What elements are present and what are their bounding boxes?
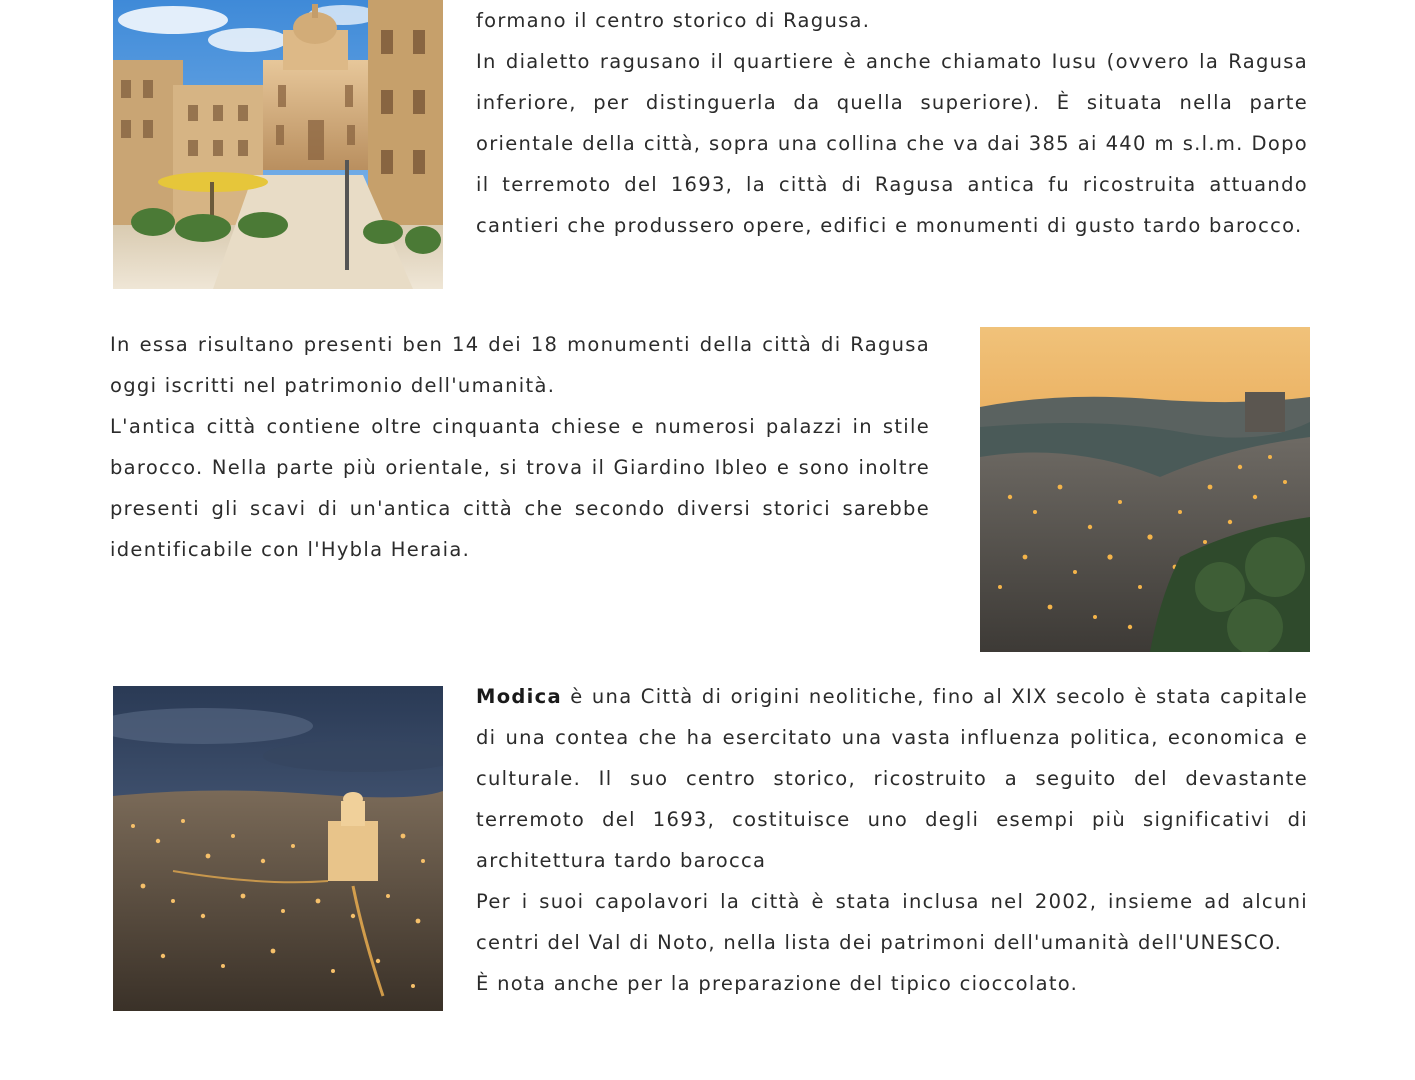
text-paragraph: Per i suoi capolavori la città è stata inclusa nel 2002, insieme ad alcuni centri del Val di Noto, nella lista dei patrimoni dell'umanità dell'UNESCO. xyxy=(476,890,1308,954)
text-paragraph: In dialetto ragusano il quartiere è anche chiamato Iusu (ovvero la Ragusa inferiore, per distinguerla da quella superiore). È situata nella parte orientale della città, sopra una collina che va dai 385 ai 440 m s.l.m. Dopo il terremoto del 1693, la città di Ragusa antica fu ricostruita attuando cantieri che produssero opere, edifici e monumenti di gusto tardo barocco. xyxy=(476,50,1308,237)
photo-ragusa-ibla-dusk xyxy=(980,327,1310,652)
modica-bold-title: Modica xyxy=(476,685,562,708)
ragusa-ibla-paragraph xyxy=(476,0,1308,246)
text-paragraph xyxy=(476,676,1308,881)
text-paragraph: In essa risultano presenti ben 14 dei 18 monumenti della città di Ragusa oggi iscritti nel patrimonio dell'umanità. xyxy=(110,333,930,397)
photo-ragusa-ibla-cathedral xyxy=(113,0,443,289)
photo-modica-evening xyxy=(113,686,443,1011)
text-span: è una Città di origini neolitiche, fino al XIX secolo è stata capitale di una contea che ha esercitato una vasta influenza politica, economica e culturale. Il suo centro storico, ricostruito a seguito del devastante terremoto del 1693, costituisce uno degli esempi più significativi di architettura tardo barocca xyxy=(476,685,1308,872)
text-paragraph: È nota anche per la preparazione del tipico cioccolato. xyxy=(476,972,1079,995)
modica-paragraph xyxy=(476,676,1308,1004)
text-line: formano il centro storico di Ragusa. xyxy=(476,9,871,32)
ragusa-monuments-paragraph xyxy=(110,324,930,570)
text-paragraph: L'antica città contiene oltre cinquanta chiese e numerosi palazzi in stile barocco. Nella parte più orientale, si trova il Giardino Ibleo e sono inoltre presenti gli scavi di un'antica città che secondo diversi storici sarebbe identificabile con l'Hybla Heraia. xyxy=(110,415,930,561)
